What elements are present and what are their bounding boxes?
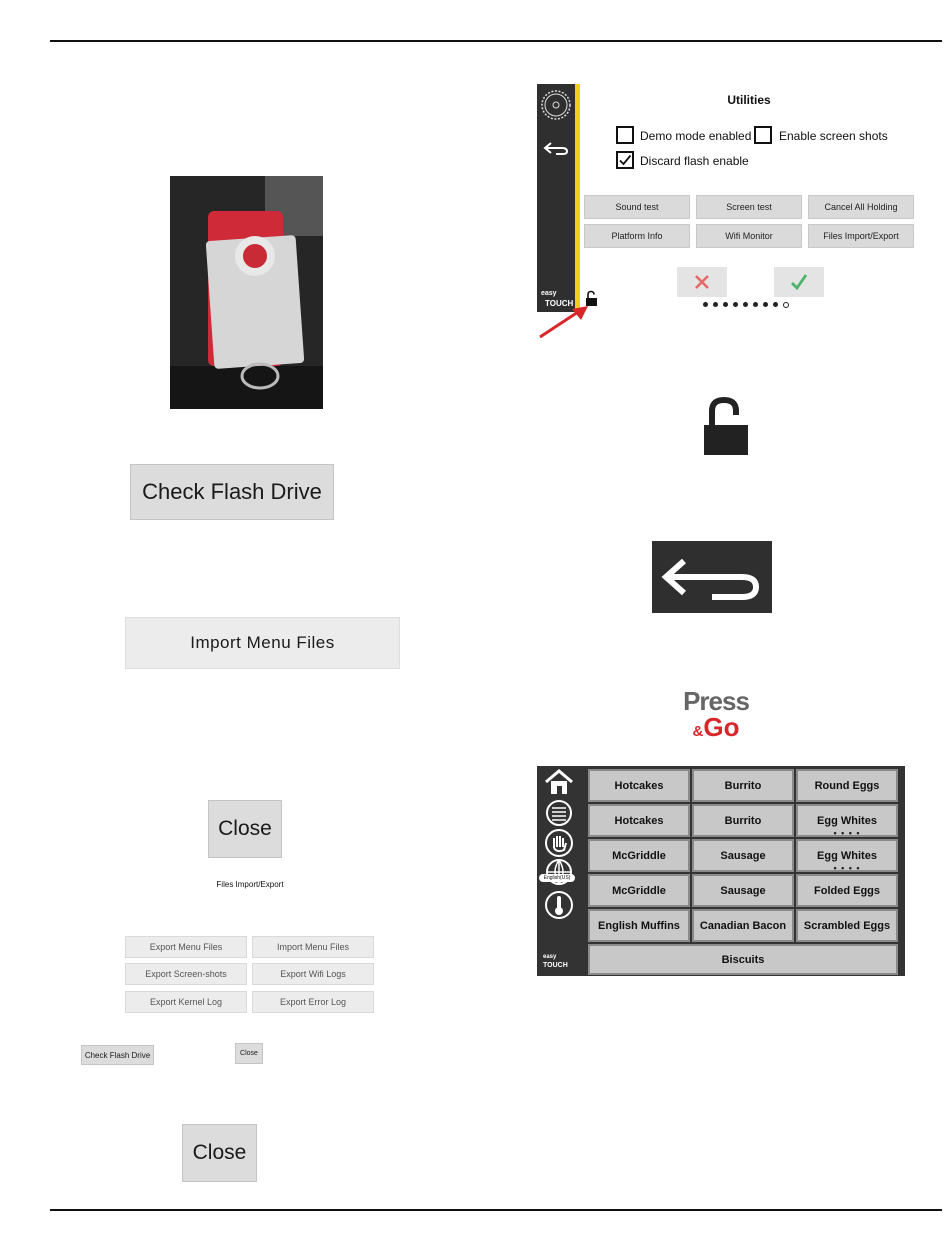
gear-icon[interactable] <box>539 88 573 127</box>
wifi-monitor-button[interactable]: Wifi Monitor <box>696 224 802 248</box>
menu-item-label: Burrito <box>724 814 762 827</box>
menu-item-label: Biscuits <box>721 953 765 966</box>
close-button-large[interactable]: Close <box>208 800 282 858</box>
menu-item-button[interactable] <box>796 769 898 802</box>
check-flash-drive-button[interactable]: Check Flash Drive <box>130 464 334 520</box>
page-dot <box>723 302 728 307</box>
menu-item-label: Egg Whites <box>817 814 877 827</box>
menu-item-label: Scrambled Eggs <box>803 919 891 932</box>
export-error-log-button[interactable]: Export Error Log <box>252 991 374 1013</box>
page-indicator <box>703 302 803 308</box>
export-kernel-log-button[interactable]: Export Kernel Log <box>125 991 247 1013</box>
yellow-divider <box>575 84 580 312</box>
item-dots: • • • • <box>833 863 861 873</box>
screen-test-button[interactable]: Screen test <box>696 195 802 219</box>
page-dot <box>783 302 789 308</box>
files-dialog-title: Files Import/Export <box>216 880 284 889</box>
press-go-screen <box>537 766 905 976</box>
easytouch-logo-big: TOUCH <box>545 299 574 308</box>
home-icon[interactable] <box>543 768 575 801</box>
close-button-bottom[interactable]: Close <box>182 1124 257 1182</box>
check-icon <box>789 272 809 292</box>
flash-drive-photo <box>170 176 323 409</box>
import-menu-files-small-button[interactable]: Import Menu Files <box>252 936 374 958</box>
press-go-logo-press: Press <box>683 686 749 716</box>
press-go-sidebar <box>537 766 583 976</box>
sound-test-button[interactable]: Sound test <box>584 195 690 219</box>
utilities-sidebar <box>537 84 575 312</box>
biscuits-button[interactable] <box>588 944 898 975</box>
menu-item-button[interactable] <box>588 839 690 872</box>
export-screenshots-button[interactable]: Export Screen-shots <box>125 963 247 985</box>
menu-item-label: Folded Eggs <box>814 884 880 897</box>
press-go-logo-amp: & <box>692 723 704 740</box>
page-dot <box>773 302 778 307</box>
menu-item-button[interactable] <box>692 769 794 802</box>
language-badge: English(US) <box>539 874 575 882</box>
menu-item-button[interactable] <box>796 804 898 837</box>
demo-mode-checkbox[interactable] <box>616 126 634 144</box>
utilities-title: Utilities <box>727 93 771 107</box>
menu-item-label: Round Eggs <box>814 779 880 792</box>
easytouch-logo-small: easy <box>541 290 557 297</box>
discard-flash-checkbox[interactable] <box>616 151 634 169</box>
back-arrow-large-icon <box>652 541 772 613</box>
menu-item-button[interactable] <box>796 839 898 872</box>
screenshots-label: Enable screen shots <box>779 129 888 143</box>
menu-item-button[interactable] <box>588 909 690 942</box>
demo-mode-label: Demo mode enabled <box>640 129 752 143</box>
menu-item-label: English Muffins <box>598 919 680 932</box>
menu-item-button[interactable] <box>588 769 690 802</box>
close-small-button[interactable]: Close <box>235 1043 263 1064</box>
cancel-all-holding-button[interactable]: Cancel All Holding <box>808 195 914 219</box>
page-dot <box>713 302 718 307</box>
cancel-x-button[interactable] <box>677 267 727 297</box>
back-arrow-icon[interactable] <box>542 140 570 161</box>
page-dot <box>703 302 708 307</box>
platform-info-button[interactable]: Platform Info <box>584 224 690 248</box>
confirm-check-button[interactable] <box>774 267 824 297</box>
export-wifi-logs-button[interactable]: Export Wifi Logs <box>252 963 374 985</box>
menu-item-button[interactable] <box>796 909 898 942</box>
bottom-rule <box>50 1209 942 1211</box>
menu-item-button[interactable] <box>692 909 794 942</box>
menu-item-button[interactable] <box>692 839 794 872</box>
easytouch-logo-small-2: easy <box>543 954 557 960</box>
menu-item-button[interactable] <box>796 874 898 907</box>
close-icon <box>693 273 711 291</box>
top-rule <box>50 40 942 42</box>
menu-item-label: Sausage <box>720 884 766 897</box>
page-dot <box>743 302 748 307</box>
press-go-logo-go: Go <box>703 712 740 742</box>
menu-item-button[interactable] <box>692 804 794 837</box>
menu-item-button[interactable] <box>692 874 794 907</box>
easytouch-logo-big-2: TOUCH <box>543 962 568 969</box>
menu-item-label: Canadian Bacon <box>699 919 787 932</box>
screenshots-checkbox[interactable] <box>754 126 772 144</box>
menu-item-button[interactable] <box>588 874 690 907</box>
thermometer-icon[interactable] <box>543 890 575 925</box>
menu-item-label: Sausage <box>720 849 766 862</box>
unlock-icon <box>700 395 752 462</box>
discard-flash-label: Discard flash enable <box>640 154 749 168</box>
check-flash-drive-small-button[interactable]: Check Flash Drive <box>81 1045 154 1065</box>
menu-item-label: McGriddle <box>612 884 666 897</box>
menu-item-button[interactable] <box>588 804 690 837</box>
menu-item-label: Egg Whites <box>817 849 877 862</box>
menu-item-label: Hotcakes <box>614 779 664 792</box>
page-dot <box>763 302 768 307</box>
item-dots: • • • • <box>833 828 861 838</box>
export-menu-files-button[interactable]: Export Menu Files <box>125 936 247 958</box>
checkmark-icon <box>618 153 632 167</box>
page-dot <box>753 302 758 307</box>
menu-item-label: Burrito <box>724 779 762 792</box>
files-import-export-button[interactable]: Files Import/Export <box>808 224 914 248</box>
red-pointer-arrow <box>536 302 596 342</box>
menu-item-label: McGriddle <box>612 849 666 862</box>
import-menu-files-button[interactable]: Import Menu Files <box>125 617 400 669</box>
utilities-screen <box>537 84 921 312</box>
page-dot <box>733 302 738 307</box>
press-go-logo <box>660 688 772 740</box>
menu-item-label: Hotcakes <box>614 814 664 827</box>
